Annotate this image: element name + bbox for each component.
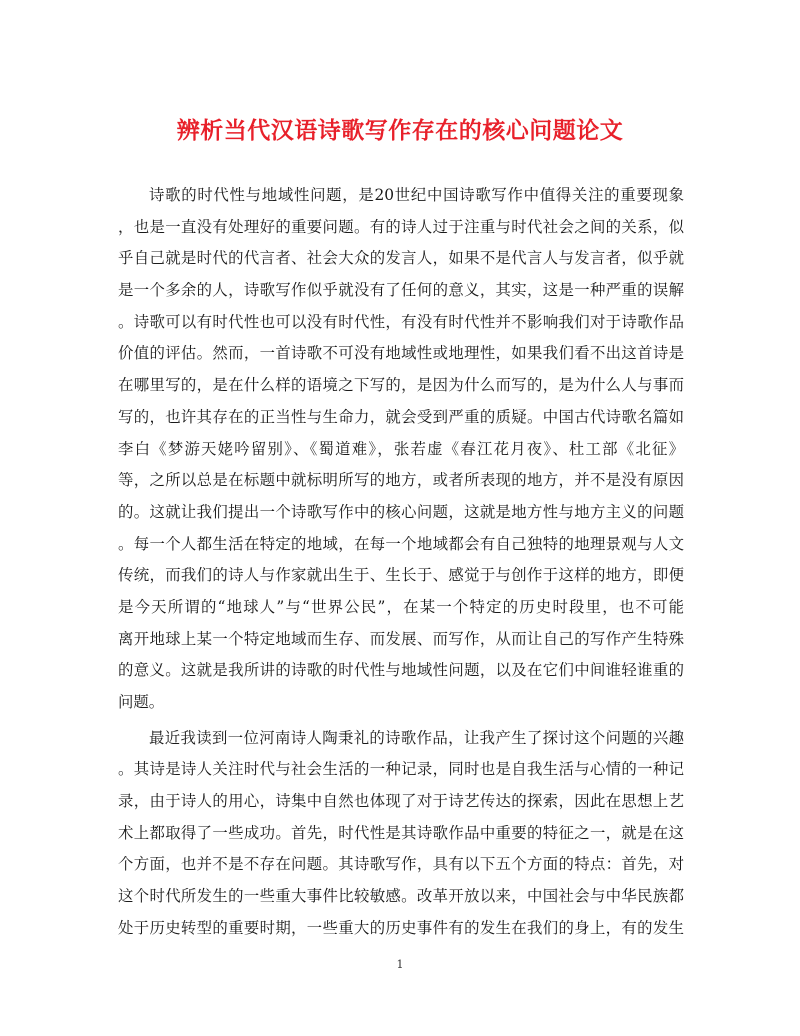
paragraph: [118, 180, 684, 719]
text-line: 这个时代所发生的一些重大事件比较敏感。改革开放以来，中国社会与中华民族都: [118, 887, 684, 906]
text-line: ，也是一直没有处理好的重要问题。有的诗人过于注重与时代社会之间的关系，似: [118, 217, 684, 236]
document-title: 辨析当代汉语诗歌写作存在的核心问题论文: [176, 117, 624, 144]
paragraph: [118, 723, 684, 945]
text-line: 离开地球上某一个特定地域而生存、而发展、而写作，从而让自己的写作产生特殊: [118, 629, 684, 648]
text-line: 术上都取得了一些成功。首先，时代性是其诗歌作品中重要的特征之一，就是在这: [118, 823, 684, 842]
text-line: 最近我读到一位河南诗人陶秉礼的诗歌作品，让我产生了探讨这个问题的兴趣: [149, 728, 684, 747]
text-line: 。其诗是诗人关注时代与社会生活的一种记录，同时也是自我生活与心情的一种记: [118, 760, 684, 779]
text-line: 是今天所谓的“地球人”与“世界公民”，在某一个特定的历史时段里，也不可能: [118, 597, 684, 616]
text-line: 处于历史转型的重要时期，一些重大的历史事件有的发生在我们的身上，有的发生: [118, 918, 684, 937]
text-line: 。诗歌可以有时代性也可以没有时代性，有没有时代性并不影响我们对于诗歌作品: [118, 312, 684, 331]
text-line: 录，由于诗人的用心，诗集中自然也体现了对于诗艺传达的探索，因此在思想上艺: [118, 792, 684, 811]
document-body: [118, 180, 684, 945]
text-line: 诗歌的时代性与地域性问题，是20世纪中国诗歌写作中值得关注的重要现象: [149, 186, 684, 204]
text-line: 的。这就让我们提出一个诗歌写作中的核心问题，这就是地方性与地方主义的问题: [118, 502, 684, 521]
text-line: 的意义。这就是我所讲的诗歌的时代性与地域性问题，以及在它们中间谁轻谁重的: [118, 661, 684, 680]
text-line: 问题。: [118, 693, 165, 711]
page-number: 1: [396, 958, 404, 971]
text-line: 。每一个人都生活在特定的地域，在每一个地域都会有自己独特的地理景观与人文: [118, 534, 684, 553]
text-line: 传统，而我们的诗人与作家就出生于、生长于、感觉于与创作于这样的地方，即便: [118, 566, 684, 585]
text-line: 写的，也许其存在的正当性与生命力，就会受到严重的质疑。中国古代诗歌名篇如: [118, 407, 684, 426]
text-line: 价值的评估。然而，一首诗歌不可没有地域性或地理性，如果我们看不出这首诗是: [118, 344, 684, 363]
text-line: 乎自己就是时代的代言者、社会大众的发言人，如果不是代言人与发言者，似乎就: [118, 249, 684, 268]
text-line: 李白《梦游天姥吟留别》、《蜀道难》，张若虚《春江花月夜》、杜工部《北征》: [118, 439, 684, 458]
text-line: 是一个多余的人，诗歌写作似乎就没有了任何的意义，其实，这是一种严重的误解: [118, 281, 684, 300]
text-line: 在哪里写的，是在什么样的语境之下写的，是因为什么而写的，是为什么人与事而: [118, 376, 684, 395]
text-line: 等，之所以总是在标题中就标明所写的地方，或者所表现的地方，并不是没有原因: [118, 471, 684, 490]
text-line: 个方面，也并不是不存在问题。其诗歌写作，具有以下五个方面的特点：首先，对: [118, 855, 684, 874]
